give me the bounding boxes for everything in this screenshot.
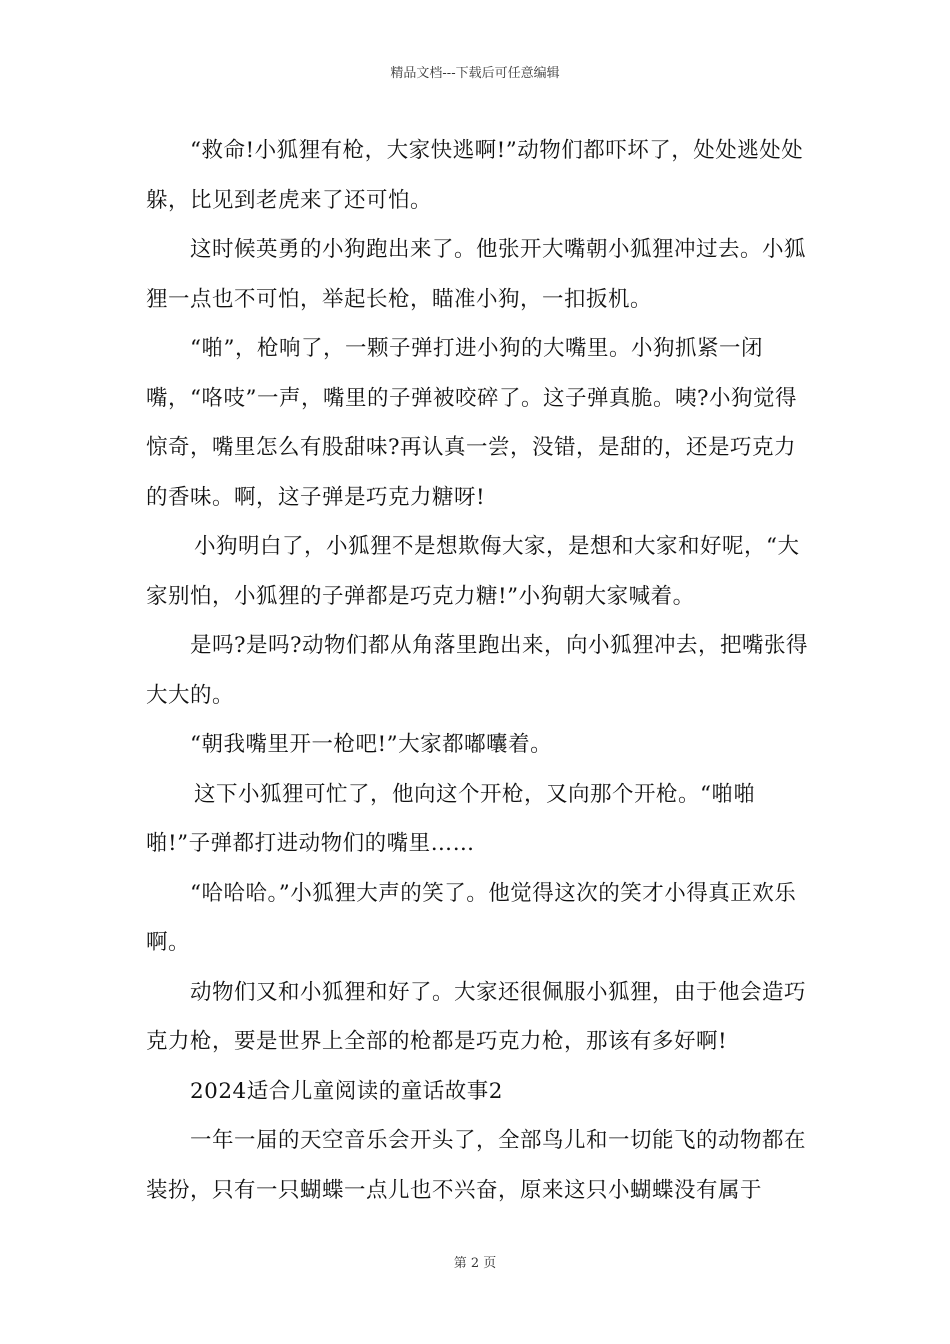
paragraph-3: “啪”，枪响了，一颗子弹打进小狗的大嘴里。小狗抓紧一闭嘴，“咯吱”一声，嘴里的子弹被咬碎了。这子弹真脆。咦?小狗觉得惊奇，嘴里怎么有股甜味?再认真一尝，没错，是甜的，还是巧克力的香味。啊，这子弹是巧克力糖呀!: [146, 336, 798, 510]
page-number: 第 2 页: [453, 1256, 497, 1271]
paragraph-5: 是吗?是吗?动物们都从角落里跑出来，向小狐狸冲去，把嘴张得大大的。: [146, 633, 809, 708]
paragraph-6: “朝我嘴里开一枪吧!”大家都嘟囔着。: [190, 732, 553, 757]
paragraph-2: 这时候英勇的小狗跑出来了。他张开大嘴朝小狐狸冲过去。小狐狸一点也不可怕，举起长枪，瞄准小狗，一扣扳机。: [146, 237, 807, 312]
paragraph-10: 一年一届的天空音乐会开头了，全部鸟儿和一切能飞的动物都在装扮，只有一只蝴蝶一点儿也不兴奋，原来这只小蝴蝶没有属于: [146, 1128, 807, 1203]
paragraph-4: 小狗明白了，小狐狸不是想欺侮大家，是想和大家和好呢，“大家别怕，小狐狸的子弹都是巧克力糖!”小狗朝大家喊着。: [146, 534, 800, 609]
paragraph-9: 动物们又和小狐狸和好了。大家还很佩服小狐狸，由于他会造巧克力枪，要是世界上全部的枪都是巧克力枪，那该有多好啊!: [146, 979, 807, 1054]
section-heading: 2024适合儿童阅读的童话故事2: [190, 1078, 503, 1104]
paragraph-8: “哈哈哈。”小狐狸大声的笑了。他觉得这次的笑才小得真正欢乐啊。: [146, 880, 797, 955]
document-body: [146, 126, 810, 1215]
paragraph-7: 这下小狐狸可忙了，他向这个开枪，又向那个开枪。“啪啪啪!”子弹都打进动物们的嘴里……: [146, 781, 756, 856]
paragraph-1: “救命!小狐狸有枪，大家快逃啊!”动物们都吓坏了，处处逃处处躲，比见到老虎来了还可怕。: [146, 138, 804, 213]
page-header: 精品文档---下载后可任意编辑: [390, 66, 560, 81]
